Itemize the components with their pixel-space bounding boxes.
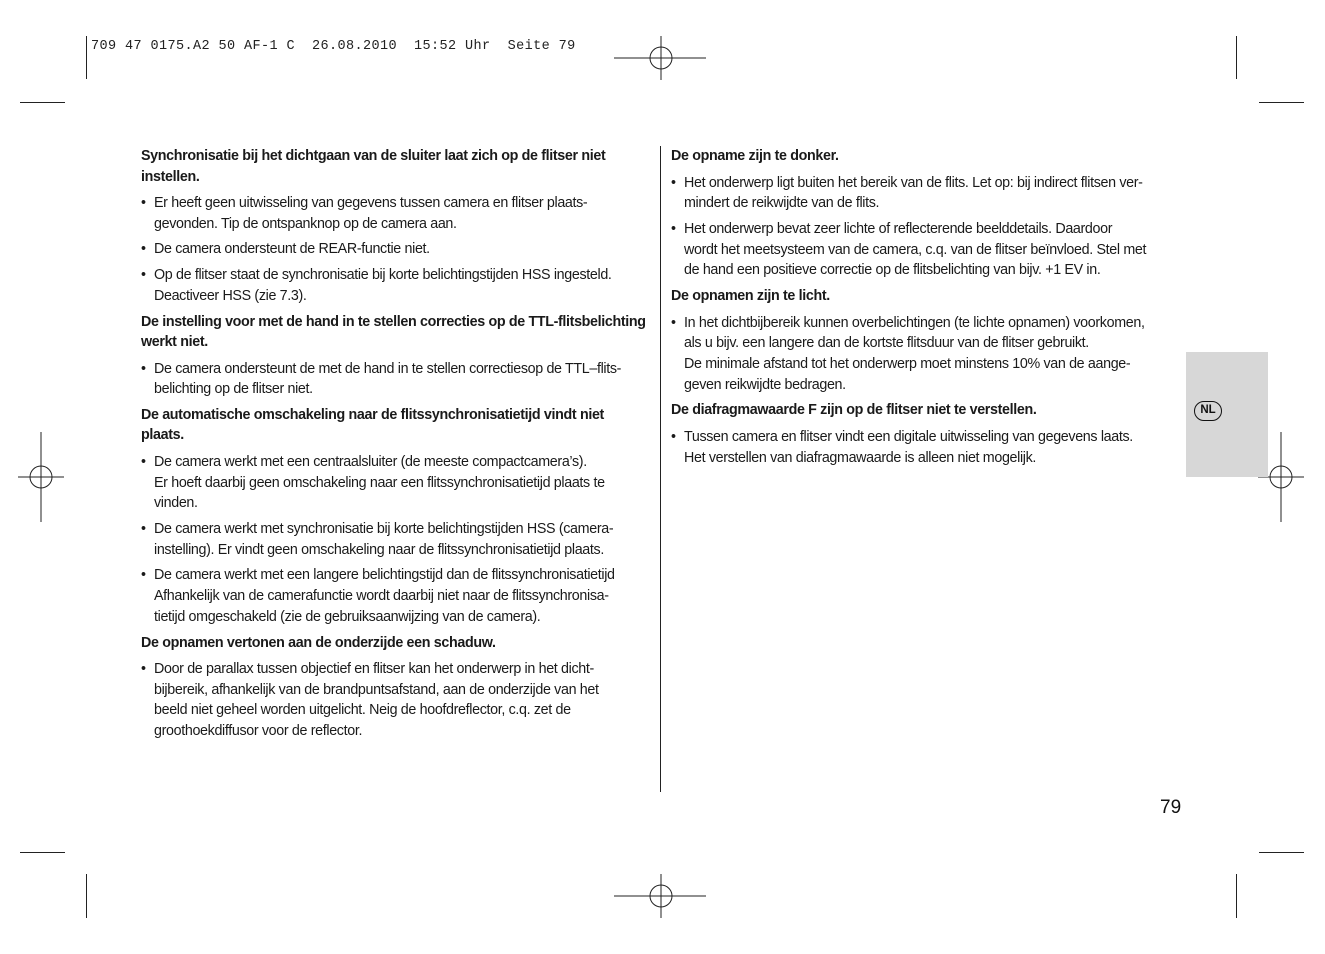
crop-mark — [1259, 852, 1304, 853]
bullet-line: De camera ondersteunt de REAR-functie niet. — [154, 241, 430, 258]
bullet-icon: • — [141, 453, 146, 470]
bullet-icon: • — [141, 360, 146, 377]
bullet-line: mindert de reikwijdte van de flits. — [684, 195, 880, 212]
bullet-line: Deactiveer HSS (zie 7.3). — [154, 287, 307, 304]
heading-line: De instelling voor met de hand in te stellen correcties op de TTL-flitsbelichting — [141, 313, 646, 330]
crop-mark — [1236, 874, 1237, 918]
crop-mark — [1259, 102, 1304, 103]
heading-line: De opname zijn te donker. — [671, 148, 839, 164]
heading-line: De diafragmawaarde F zijn op de flitser niet te verstellen. — [671, 402, 1037, 419]
bullet-icon: • — [671, 220, 676, 237]
crop-mark — [20, 102, 65, 103]
print-slug-line: 709 47 0175.A2 50 AF-1 C 26.08.2010 15:52 Uhr Seite 79 — [91, 39, 576, 54]
section-heading — [671, 400, 1183, 421]
section-heading — [141, 312, 651, 353]
crop-mark — [20, 852, 65, 853]
bullet-line: beeld niet geheel worden uitgelicht. Neig de hoofdreflector, c.q. zet de — [154, 702, 571, 719]
section-heading — [141, 405, 651, 446]
bullet-line: de hand een positieve correctie op de flitsbelichting van bijv. +1 EV in. — [684, 262, 1101, 279]
registration-mark-icon — [614, 36, 706, 80]
bullet-line: Afhankelijk van de camerafunctie wordt daarbij niet naar de flitssynchronisa- — [154, 588, 609, 605]
left-column — [141, 146, 651, 747]
bullet-line: bijbereik, afhankelijk van de brandpuntsafstand, aan de onderzijde van het — [154, 681, 599, 698]
section-heading — [141, 146, 651, 187]
language-tab — [1186, 352, 1268, 477]
bullet-line: Er hoeft daarbij geen omschakeling naar een flitssynchronisatietijd plaats te — [154, 474, 605, 491]
bullet-item — [141, 452, 651, 514]
bullet-line: Door de parallax tussen objectief en flitser kan het onderwerp in het dicht- — [154, 661, 594, 678]
page-number: 79 — [1160, 797, 1182, 818]
bullet-line: Het verstellen van diafragmawaarde is alleen niet mogelijk. — [684, 449, 1037, 466]
registration-mark-icon — [614, 874, 706, 918]
bullet-icon: • — [141, 267, 146, 284]
bullet-icon: • — [671, 314, 676, 331]
right-column — [671, 146, 1183, 473]
heading-line: instellen. — [141, 168, 200, 185]
bullet-line: De camera werkt met een centraalsluiter (de meeste compactcamera’s). — [154, 453, 587, 470]
bullet-line: belichting op de flitser niet. — [154, 381, 313, 398]
bullet-icon: • — [141, 661, 146, 678]
crop-mark — [86, 874, 87, 918]
bullet-item — [141, 359, 651, 400]
bullet-line: wordt het meetsysteem van de camera, c.q. van de flitser beïnvloed. Stel met — [684, 241, 1147, 258]
bullet-line: gevonden. Tip de ontspanknop op de camera aan. — [154, 215, 457, 232]
bullet-icon: • — [671, 174, 676, 191]
bullet-line: Er heeft geen uitwisseling van gegevens tussen camera en flitser plaats- — [154, 195, 588, 211]
bullet-item — [671, 173, 1183, 214]
bullet-item — [141, 193, 651, 234]
bullet-line: Op de flitser staat de synchronisatie bij korte belichtingstijden HSS ingesteld. — [154, 267, 612, 284]
bullet-line: De camera ondersteunt de met de hand in te stellen correctiesop de TTL–flits- — [154, 360, 622, 377]
bullet-line: geven reikwijdte bedragen. — [684, 376, 846, 393]
heading-line: Synchronisatie bij het dichtgaan van de sluiter laat zich op de flitser niet — [141, 148, 606, 164]
bullet-icon: • — [141, 521, 146, 538]
bullet-icon: • — [141, 195, 146, 211]
section-heading — [671, 286, 1183, 307]
registration-mark-icon — [18, 432, 64, 522]
bullet-line: De camera werkt met synchronisatie bij korte belichtingstijden HSS (camera- — [154, 521, 614, 538]
heading-line: De opnamen vertonen aan de onderzijde een schaduw. — [141, 634, 496, 651]
bullet-line: groothoekdiffusor voor de reflector. — [154, 723, 363, 740]
crop-mark — [1236, 36, 1237, 79]
bullet-icon: • — [141, 241, 146, 258]
bullet-item — [671, 219, 1183, 281]
bullet-item — [671, 313, 1183, 396]
heading-line: plaats. — [141, 427, 184, 444]
bullet-line: tietijd omgeschakeld (zie de gebruiksaanwijzing van de camera). — [154, 608, 541, 625]
bullet-line: Het onderwerp bevat zeer lichte of reflecterende beelddetails. Daardoor — [684, 220, 1113, 237]
section-heading — [671, 146, 1183, 167]
heading-line: werkt niet. — [141, 334, 208, 351]
bullet-item — [141, 239, 651, 260]
bullet-item — [141, 659, 651, 742]
bullet-line: De minimale afstand tot het onderwerp moet minstens 10% van de aange- — [684, 355, 1131, 372]
bullet-line: Het onderwerp ligt buiten het bereik van de flits. Let op: bij indirect flitsen ver- — [684, 174, 1143, 191]
crop-mark — [86, 36, 87, 79]
bullet-line: vinden. — [154, 495, 198, 512]
column-divider — [660, 146, 661, 792]
bullet-line: De camera werkt met een langere belichtingstijd dan de flitssynchronisatietijd — [154, 567, 615, 584]
bullet-icon: • — [671, 428, 676, 445]
language-badge: NL — [1194, 401, 1222, 421]
section-heading — [141, 633, 651, 654]
bullet-line: Tussen camera en flitser vindt een digitale uitwisseling van gegevens laats. — [684, 428, 1133, 445]
bullet-icon: • — [141, 567, 146, 584]
bullet-item — [141, 565, 651, 627]
bullet-line: als u bijv. een langere dan de kortste flitsduur van de flitser gebruikt. — [684, 335, 1089, 352]
bullet-line: instelling). Er vindt geen omschakeling naar de flitssynchronisatietijd plaats. — [154, 541, 604, 558]
bullet-line: In het dichtbijbereik kunnen overbelichtingen (te lichte opnamen) voorkomen, — [684, 314, 1145, 331]
heading-line: De automatische omschakeling naar de flitssynchronisatietijd vindt niet — [141, 406, 604, 423]
heading-line: De opnamen zijn te licht. — [671, 288, 830, 305]
bullet-item — [141, 265, 651, 306]
bullet-item — [671, 427, 1183, 468]
bullet-item — [141, 519, 651, 560]
